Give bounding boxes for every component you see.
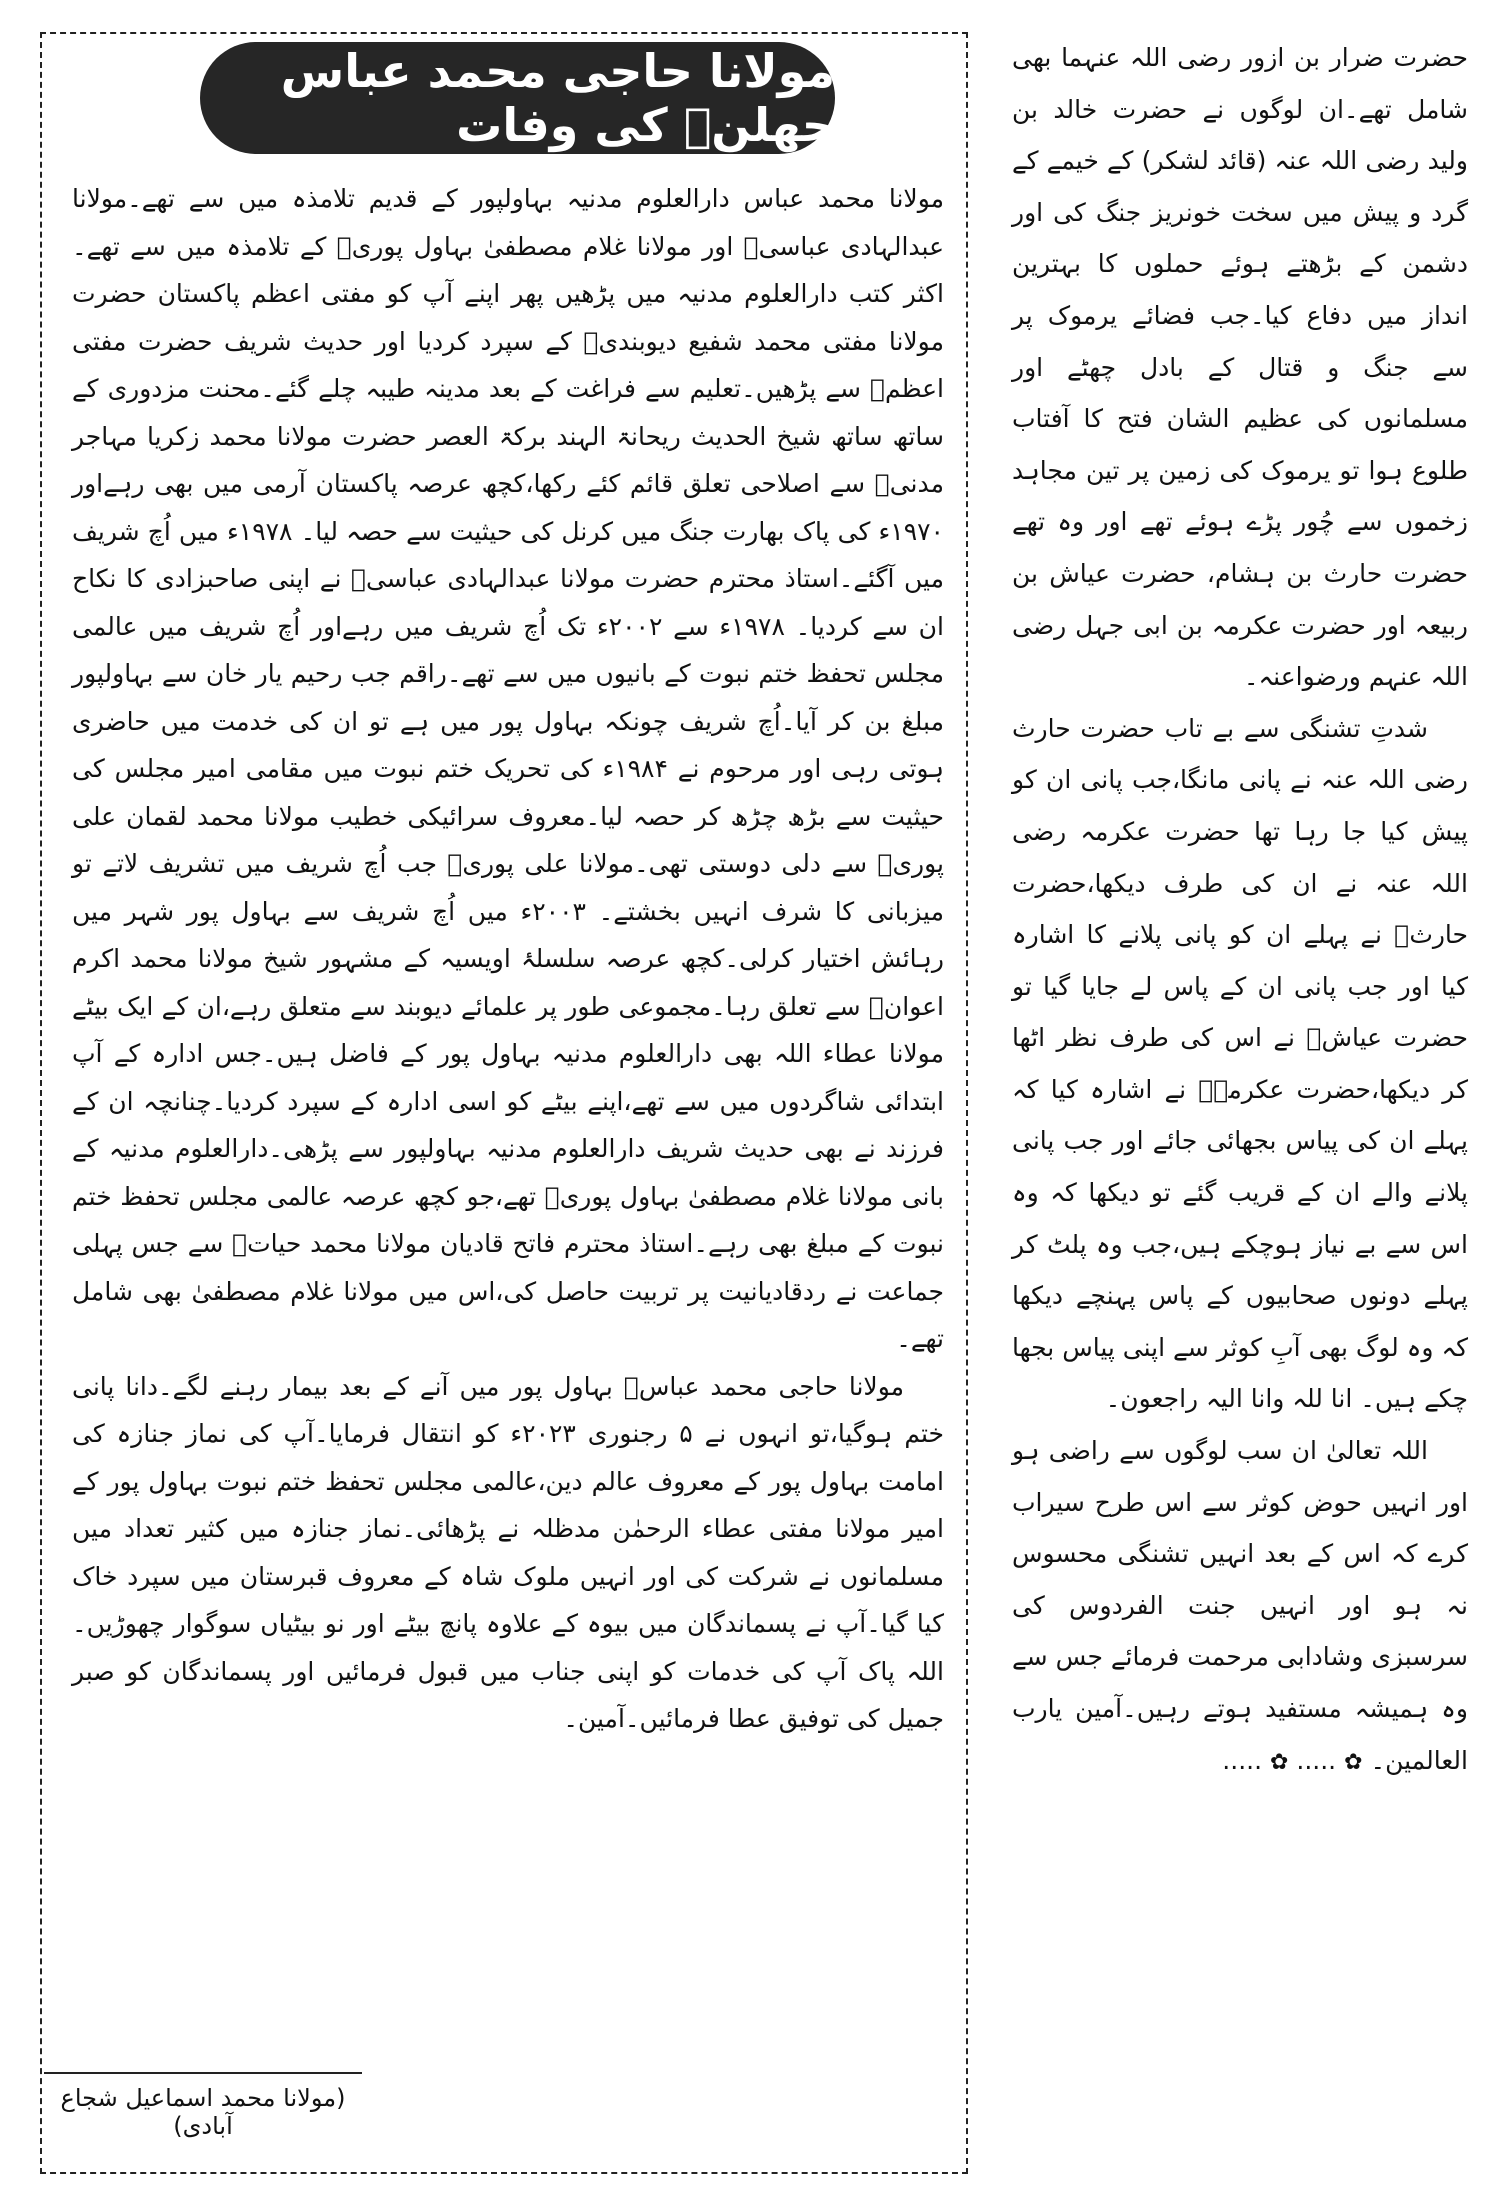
article-title-banner <box>200 42 835 154</box>
continuation-paragraph: حضرت ضرار بن ازور رضی اللہ عنہما بھی شامل تھے۔ان لوگوں نے حضرت خالد بن ولید رضی اللہ عنہ (قائد لشکر) کے خیمے کے گرد و پیش میں سخت خونریز جنگ کی اور دشمن کے بڑھتے ہوئے حملوں کا بہترین انداز میں دفاع کیا۔جب فضائے یرموک پر سے جنگ و قتال کے بادل چھٹے اور مسلمانوں کی عظیم الشان فتح کا آفتاب طلوع ہوا تو یرموک کی زمین پر تین مجاہد زخموں سے چُور پڑے ہوئے تھے اور وہ تھے حضرت حارث بن ہشام، حضرت عیاش بن ربیعہ اور حضرت عکرمہ بن ابی جہل رضی اللہ عنہم ورضواعنہ۔ <box>1012 43 1468 692</box>
author-separator-line <box>44 2072 362 2074</box>
obituary-article-body <box>72 175 944 1743</box>
end-dots: ..... <box>1222 1745 1263 1775</box>
article-paragraph: مولانا محمد عباس دارالعلوم مدنیہ بہاولپور کے قدیم تلامذہ میں سے تھے۔مولانا عبدالہادی عباسیؒ اور مولانا غلام مصطفیٰ بہاول پوریؒ کے تلامذہ میں سے تھے۔اکثر کتب دارالعلوم مدنیہ میں پڑھیں پھر اپنے آپ کو مفتی اعظم پاکستان حضرت مولانا مفتی محمد شفیع دیوبندیؒ کے سپرد کردیا اور حدیث شریف حضرت مفتی اعظمؒ سے پڑھیں۔تعلیم سے فراغت کے بعد مدینہ طیبہ چلے گئے۔محنت مزدوری کے ساتھ ساتھ شیخ الحدیث ریحانۃ الہند برکۃ العصر حضرت مولانا محمد زکریا مہاجر مدنیؒ سے اصلاحی تعلق قائم کئے رکھا،کچھ عرصہ پاکستان آرمی میں بھی رہےاور ۱۹۷۰ء کی پاک بھارت جنگ میں کرنل کی حیثیت سے حصہ لیا۔ ۱۹۷۸ء میں اُچ شریف میں آگئے۔استاذ محترم حضرت مولانا عبدالہادی عباسیؒ نے اپنی صاحبزادی کا نکاح ان سے کردیا۔ ۱۹۷۸ء سے ۲۰۰۲ء تک اُچ شریف میں رہےاور اُچ شریف میں عالمی مجلس تحفظ ختم نبوت کے بانیوں میں سے تھے۔راقم جب رحیم یار خان سے بہاولپور مبلغ بن کر آیا۔اُچ شریف چونکہ بہاول پور میں ہے تو ان کی خدمت میں حاضری ہوتی رہی اور مرحوم نے ۱۹۸۴ء کی تحریک ختم نبوت میں مقامی امیر مجلس کی حیثیت سے بڑھ چڑھ کر حصہ لیا۔معروف سرائیکی خطیب مولانا محمد لقمان علی پوریؒ سے دلی دوستی تھی۔مولانا علی پوریؒ جب اُچ شریف میں تشریف لاتے تو میزبانی کا شرف انہیں بخشتے۔ ۲۰۰۳ء میں اُچ شریف سے بہاول پور شہر میں رہائش اختیار کرلی۔کچھ عرصہ سلسلۂ اویسیہ کے مشہور شیخ مولانا محمد اکرم اعوانؒ سے تعلق رہا۔مجموعی طور پر علمائے دیوبند سے متعلق رہے،ان کے ایک بیٹے مولانا عطاء اللہ بھی دارالعلوم مدنیہ بہاول پور کے فاضل ہیں۔جس ادارہ کے آپ ابتدائی شاگردوں میں سے تھے،اپنے بیٹے کو اسی ادارہ کے سپرد کردیا۔چنانچہ ان کے فرزند نے بھی حدیث شریف دارالعلوم مدنیہ بہاولپور سے پڑھی۔دارالعلوم مدنیہ کے بانی مولانا غلام مصطفیٰ بہاول پوریؒ تھے،جو کچھ عرصہ عالمی مجلس تحفظ ختم نبوت کے مبلغ بھی رہے۔استاذ محترم فاتح قادیان مولانا محمد حیاتؒ سے جس پہلی جماعت نے ردقادیانیت پر تربیت حاصل کی،اس میں مولانا غلام مصطفیٰ بھی شامل تھے۔ <box>72 184 944 1353</box>
closing-prayer-text: اللہ تعالیٰ ان سب لوگوں سے راضی ہو اور انہیں حوض کوثر سے اس طرح سیراب کرے کہ اس کے بعد انہیں تشنگی محسوس نہ ہو اور انہیں جنت الفردوس کی سرسبزی وشادابی مرحمت فرمائے جس سے وہ ہمیشہ مستفید ہوتے رہیں۔آمین یارب العالمین۔ <box>1012 1436 1468 1775</box>
article-author: (مولانا محمد اسماعیل شجاع آبادی) <box>60 2084 346 2140</box>
flower-ornament-icon: ✿ <box>1344 1749 1363 1775</box>
continuation-paragraph: شدتِ تشنگی سے بے تاب حضرت حارث رضی اللہ عنہ نے پانی مانگا،جب پانی ان کو پیش کیا جا رہا تھا حضرت عکرمہ رضی اللہ عنہ نے ان کی طرف دیکھا،حضرت حارثؓ نے پہلے ان کو پانی پلانے کا اشارہ کیا اور جب پانی ان کے پاس لے جایا گیا تو حضرت عیاشؓ نے اس کی طرف نظر اٹھا کر دیکھا،حضرت عکرمہؓ نے اشارہ کیا کہ پہلے ان کی پیاس بجھائی جائے اور جب پانی پلانے والے ان کے قریب گئے تو دیکھا کہ وہ اس سے بے نیاز ہوچکے ہیں،جب وہ پلٹ کر پہلے دونوں صحابیوں کے پاس پہنچے دیکھا کہ وہ لوگ بھی آبِ کوثر سے اپنی پیاس بجھا چکے ہیں۔ انا للہ وانا الیہ راجعون۔ <box>1012 713 1468 1414</box>
flower-ornament-icon: ✿ <box>1269 1749 1289 1775</box>
article-paragraph: مولانا حاجی محمد عباسؒ بہاول پور میں آنے کے بعد بیمار رہنے لگے۔دانا پانی ختم ہوگیا،تو انہوں نے ۵ رجنوری ۲۰۲۳ء کو انتقال فرمایا۔آپ کی نماز جنازہ کی امامت بہاول پور کے معروف عالم دین،عالمی مجلس تحفظ ختم نبوت بہاول پور کے امیر مولانا مفتی عطاء الرحمٰن مدظلہ نے پڑھائی۔نماز جنازہ میں کثیر تعداد میں مسلمانوں نے شرکت کی اور انہیں ملوک شاہ کے معروف قبرستان میں سپرد خاک کیا گیا۔آپ نے پسماندگان میں بیوہ کے علاوہ پانچ بیٹے اور نو بیٹیاں سوگوار چھوڑیں۔اللہ پاک آپ کی خدمات کو اپنی جناب میں قبول فرمائیں اور پسماندگان کو صبر جمیل کی توفیق عطا فرمائیں۔آمین۔ <box>72 1371 944 1733</box>
continuation-paragraph <box>1012 1425 1468 1788</box>
continuation-column <box>1012 32 1468 1788</box>
article-title: مولانا حاجی محمد عباس جھلنؒ کی وفات <box>280 44 835 152</box>
end-dots: ..... <box>1296 1745 1337 1775</box>
